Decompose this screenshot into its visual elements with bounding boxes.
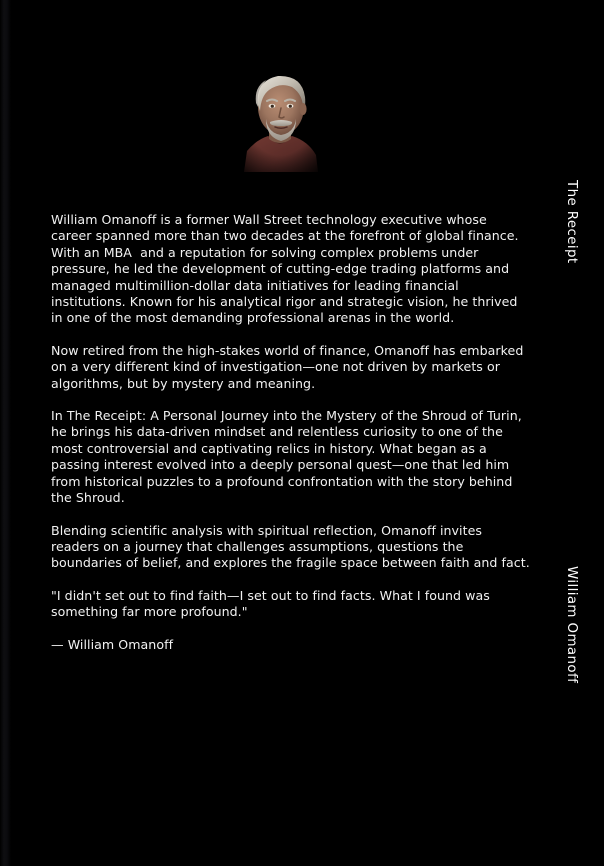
portrait-illustration [236,63,324,172]
bio-paragraph-3: In The Receipt: A Personal Journey into the Mystery of the Shroud of Turin, he brings his data-driven mindset and relentless curiosity to one of the most controversial and captivating relics in history. What began as a passing interest evolved into a deeply personal quest—one that led him from historical puzzles to a profound confrontation with the story behind the Shroud. [51,408,526,506]
spine-edge-gradient [0,0,11,866]
bio-paragraph-2: Now retired from the high-stakes world of finance, Omanoff has embarked on a very different kind of investigation—one not driven by markets or algorithms, but by mystery and meaning. [51,342,528,391]
bio-paragraph-1: William Omanoff is a former Wall Street technology executive whose career spanned more than two decades at the forefront of global finance. With an MBA and a reputation for solving complex problems under pressure, he led the development of cutting-edge trading platforms and managed multimillion-dollar data initiatives for leading financial institutions. Known for his analytical rigor and strategic vision, he thrived in one of the most demanding professional arenas in the world. [51,212,523,326]
bio-paragraph-4: Blending scientific analysis with spiritual reflection, Omanoff invites readers on a journey that challenges assumptions, questions the boundaries of belief, and explores the fragile space between faith and fact. [51,522,530,571]
author-quote: "I didn't set out to find faith—I set out to find facts. What I found was something far more profound." [51,587,494,620]
spine-author-name: William Omanoff [564,566,579,684]
spine-book-title: The Receipt [564,180,579,264]
author-biography [51,212,530,653]
quote-attribution: — William Omanoff [51,636,174,652]
author-portrait [236,63,324,172]
